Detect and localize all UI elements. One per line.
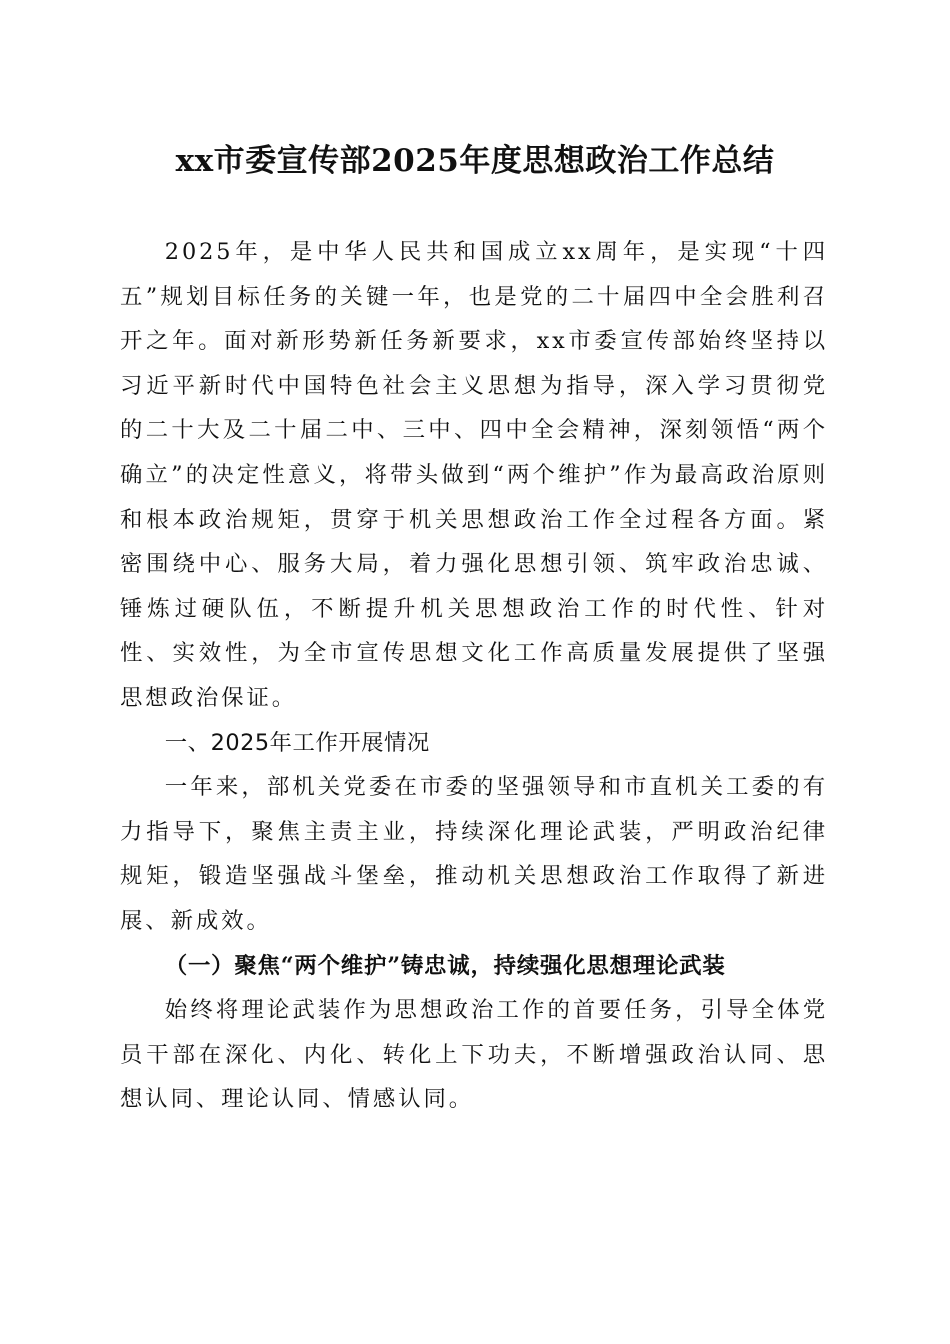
subsection-heading-1: （一）聚焦“两个维护”铸忠诚，持续强化思想理论武装: [164, 952, 726, 979]
document-body: [120, 230, 828, 1122]
document-title: xx市委宣传部2025年度思想政治工作总结: [175, 143, 775, 179]
section-heading-1: 一、2025年工作开展情况: [164, 729, 430, 756]
intro-paragraph: 2025年，是中华人民共和国成立xx周年，是实现“十四五”规划目标任务的关键一年，也是党的二十届四中全会胜利召开之年。面对新形势新任务新要求，xx市委宣传部始终坚持以习近平新时代中国特色社会主义思想为指导，深入学习贯彻党的二十大及二十届二中、三中、四中全会精神，深刻领悟“两个确立”的决定性意义，将带头做到“两个维护”作为最高政治原则和根本政治规矩，贯穿于机关思想政治工作全过程各方面。紧密围绕中心、服务大局，着力强化思想引领、筑牢政治忠诚、锤炼过硬队伍，不断提升机关思想政治工作的时代性、针对性、实效性，为全市宣传思想文化工作高质量发展提供了坚强思想政治保证。: [120, 239, 828, 711]
subsection-1-paragraph: 始终将理论武装作为思想政治工作的首要任务，引导全体党员干部在深化、内化、转化上下功夫，不断增强政治认同、思想认同、理论认同、情感认同。: [120, 997, 828, 1113]
section-1-paragraph: 一年来，部机关党委在市委的坚强领导和市直机关工委的有力指导下，聚焦主责主业，持续深化理论武装，严明政治纪律规矩，锻造坚强战斗堡垒，推动机关思想政治工作取得了新进展、新成效。: [120, 774, 828, 934]
